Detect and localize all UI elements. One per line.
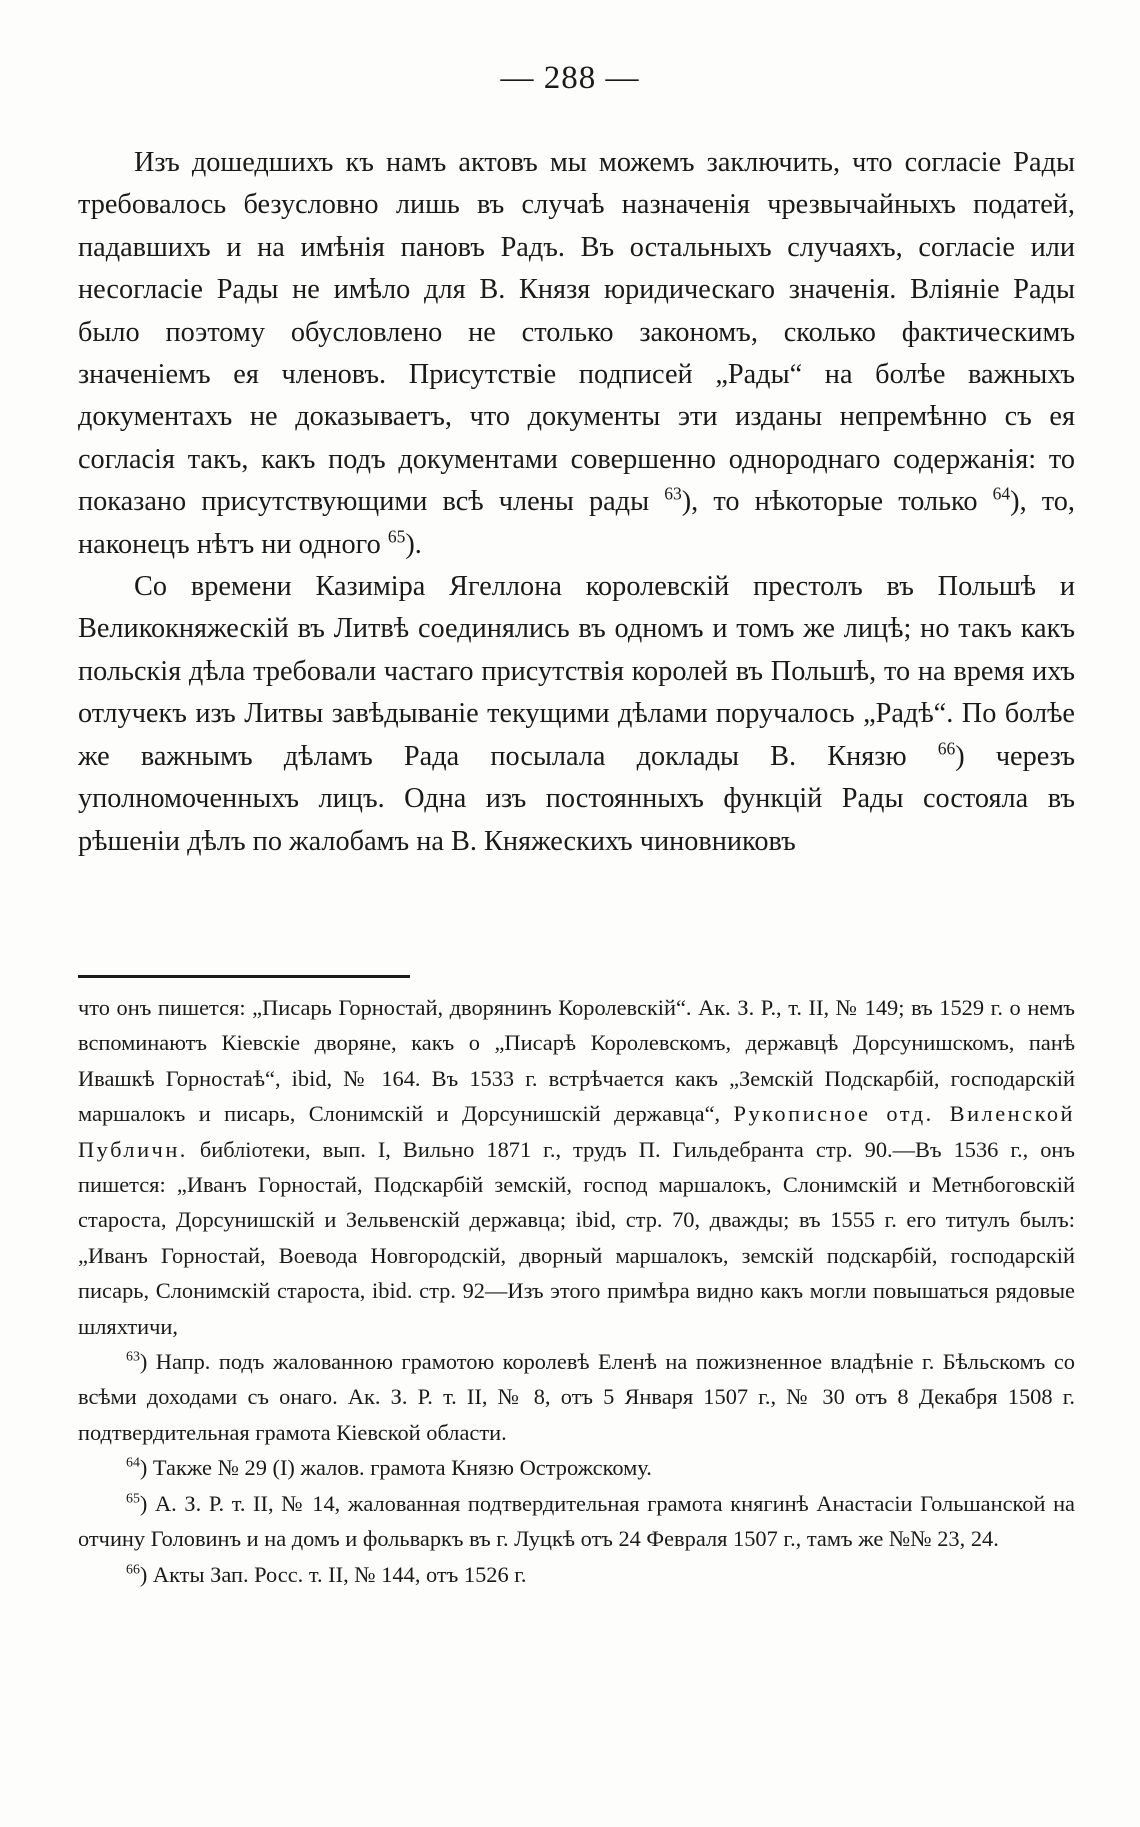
footnote-64-number: 64 — [126, 1455, 140, 1471]
paragraph-2 — [78, 566, 1075, 863]
footnote-64 — [78, 1450, 1075, 1485]
footnote-63-number: 63 — [126, 1349, 140, 1365]
footnote-66-number: 66 — [126, 1562, 140, 1578]
footnote-66 — [78, 1557, 1075, 1592]
footnote-ref-65: 65 — [387, 526, 406, 547]
footnote-continuation-spaced: Рукописное отд. Виленской Публичн. — [78, 1101, 1075, 1162]
footnote-64-text: ) Также № 29 (I) жалов. грамота Князю Острожскому. — [139, 1455, 652, 1481]
main-text — [78, 142, 1075, 863]
footnote-63 — [78, 1344, 1075, 1450]
footnote-continuation — [78, 990, 1075, 1344]
paragraph-1-text-d: ). — [405, 528, 422, 560]
footnote-continuation-text-b: библіотеки, вып. I, Вильно 1871 г., трудъ П. Гильдебранта стр. 90.—Въ 1536 г., онъ пишется: „Иванъ Горностай, Подскарбій земскій, господ маршалокъ, Слонимскій и Метнбоговскій староста, Дорсунишскій и Зельвенскій державца; ibid, стр. 70, дважды; въ 1555 г. его титулъ былъ: „Иванъ Горностай, Воевода Новгородскій, дворный маршалокъ, земскій подскарбій, господарскій писарь, Слонимскій староста, ibid. стр. 92—Изъ этого примѣра видно какъ могли повышаться рядовые шляхтичи, — [78, 1136, 1075, 1339]
paragraph-2-text-b: ) черезъ уполномоченныхъ лицъ. Одна изъ постоянныхъ функцій Рады состояла въ рѣшеніи дѣлъ по жалобамъ на В. Княжескихъ чиновниковъ — [78, 740, 1075, 857]
page-number: — 288 — — [500, 60, 640, 96]
paragraph-2-text-a: Со времени Казиміра Ягеллона королевскій престолъ въ Польшѣ и Великокняжескій въ Литвѣ соединялись въ одномъ и томъ же лицѣ; но такъ какъ польскія дѣла требовали частаго присутствія королей въ Польшѣ, то на время ихъ отлучекъ изъ Литвы завѣдываніе текущими дѣлами поручалось „Радѣ“. По болѣе же важнымъ дѣламъ Рада посылала доклады В. Князю — [78, 571, 1075, 772]
footnote-ref-64: 64 — [992, 483, 1011, 504]
footnote-ref-63: 63 — [664, 483, 682, 504]
paragraph-1 — [78, 142, 1075, 566]
paragraph-1-text-a: Изъ дошедшихъ къ намъ актовъ мы можемъ заключить, что согласіе Рады требовалось безусловно лишь въ случаѣ назначенія чрезвычайныхъ податей, падавшихъ и на имѣнія пановъ Радъ. Въ остальныхъ случаяхъ, согласіе или несогласіе Рады не имѣло для В. Князя юридическаго значенія. Вліяніе Рады было поэтому обусловлено не столько закономъ, сколько фактическимъ значеніемъ ея членовъ. Присутствіе подписей „Рады“ на болѣе важныхъ документахъ не доказываетъ, что документы эти изданы непремѣнно съ ея согласія такъ, какъ подъ документами совершенно однороднаго содержанія: то показано присутствующими всѣ члены рады — [78, 147, 1075, 518]
footnote-divider — [78, 975, 410, 978]
footnotes — [78, 990, 1075, 1592]
footnote-63-text: ) Напр. подъ жалованною грамотою королевѣ Еленѣ на пожизненное владѣніе г. Бѣльскомъ со всѣми доходами съ онаго. Ак. З. Р. т. II, № 8, отъ 5 Января 1507 г., № 30 отъ 8 Декабря 1508 г. подтвердительная грамота Кіевской области. — [78, 1349, 1075, 1445]
footnote-65-text: ) А. З. Р. т. II, № 14, жалованная подтвердительная грамота княгинѣ Анастасіи Гольшанской на отчину Головинъ и на домъ и фольваркъ въ г. Луцкѣ отъ 24 Февраля 1507 г., тамъ же №№ 23, 24. — [78, 1490, 1075, 1552]
footnote-ref-66: 66 — [937, 738, 956, 759]
footnote-continuation-text-a: что онъ пишется: „Писарь Горностай, дворянинъ Королевскій“. Ак. З. Р., т. II, № 149; въ 1529 г. о немъ вспоминаютъ Кіевскіе дворяне, какъ о „Писарѣ Королевскомъ, державцѣ Дорсунишскомъ, панѣ Ивашкѣ Горностаѣ“, ibid, № 164. Въ 1533 г. встрѣчается какъ „Земскій Подскарбій, господарскій маршалокъ и писарь, Слонимскій и Дорсунишскій державца“, — [78, 995, 1075, 1127]
footnote-65-number: 65 — [126, 1491, 140, 1507]
paragraph-1-text-b: ), то нѣкоторые только — [681, 486, 993, 518]
paragraph-1-text-c: ), то, наконецъ нѣтъ ни одного — [78, 486, 1075, 560]
footnote-65 — [78, 1486, 1075, 1557]
footnote-66-text: ) Акты Зап. Росс. т. II, № 144, отъ 1526 г. — [139, 1561, 527, 1587]
